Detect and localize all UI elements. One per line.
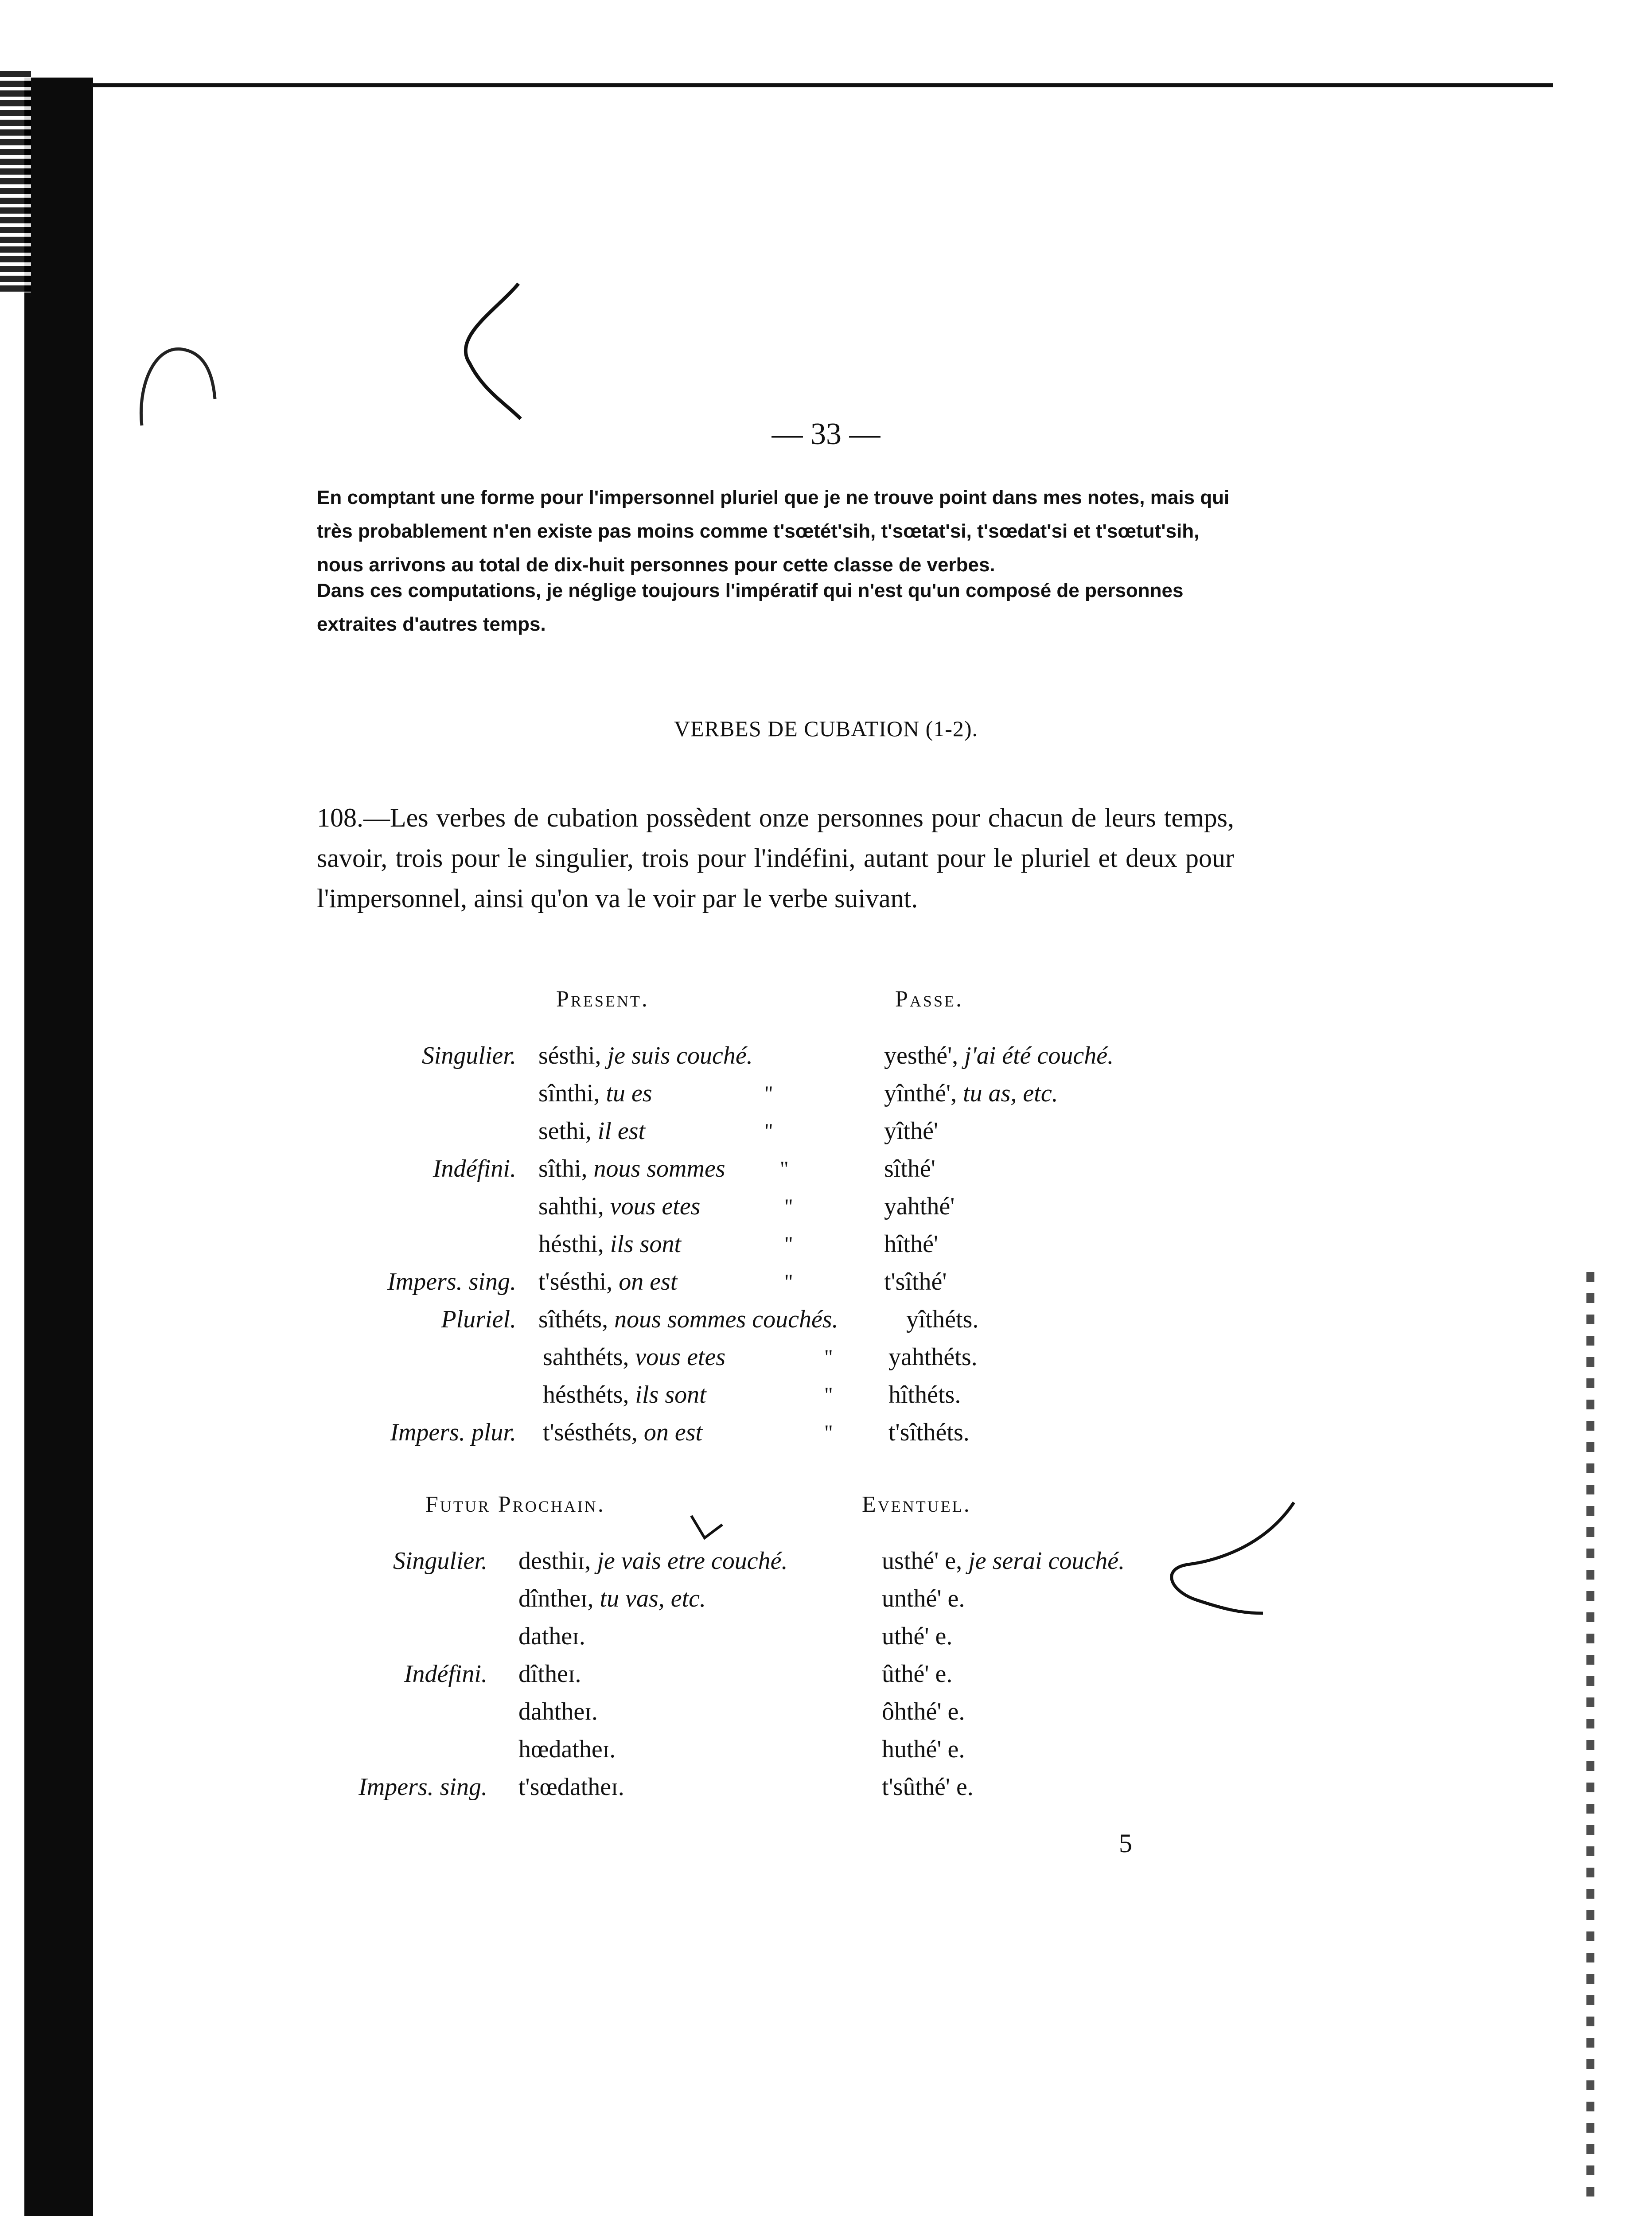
past-form: yahthé'	[884, 1193, 955, 1220]
future-form: dahtheɪ.	[518, 1698, 598, 1725]
past-form: t'sîthé'	[884, 1268, 947, 1295]
past-form: yînthé', tu as, etc.	[884, 1080, 1058, 1107]
ditto-mark: "	[824, 1346, 833, 1369]
row-label: Indéfini.	[404, 1660, 487, 1688]
present-form: t'sésthi, on est	[538, 1268, 678, 1295]
intro-paragraph-2: Dans ces computations, je néglige toujours l'impératif qui n'est qu'un composé de personnes extraites d'autres temps.	[317, 580, 1184, 635]
ditto-mark: "	[824, 1383, 833, 1407]
row-label: Pluriel.	[441, 1306, 516, 1333]
past-form: hîthéts.	[888, 1381, 961, 1408]
eventual-form: ôhthé' e.	[882, 1698, 965, 1725]
eventual-form: t'sûthé' e.	[882, 1773, 974, 1801]
present-form: sethi, il est	[538, 1117, 646, 1145]
past-form: hîthé'	[884, 1230, 939, 1258]
eventual-form: huthé' e.	[882, 1736, 965, 1763]
header-past: Passe.	[895, 987, 963, 1012]
present-form: sahthéts, vous etes	[543, 1343, 726, 1371]
present-form: hésthéts, ils sont	[543, 1381, 706, 1408]
present-form: sahthi, vous etes	[538, 1193, 701, 1220]
present-form: sésthi, je suis couché.	[538, 1042, 753, 1069]
eventual-form: unthé' e.	[882, 1585, 965, 1612]
ditto-mark: "	[764, 1120, 773, 1143]
eventual-form: uthé' e.	[882, 1623, 953, 1650]
row-label: Impers. plur.	[390, 1419, 516, 1446]
past-form: sîthé'	[884, 1155, 935, 1182]
row-label: Singulier.	[421, 1042, 516, 1069]
signature-mark: 5	[1119, 1829, 1132, 1858]
header-futur-prochain: Futur Prochain.	[425, 1492, 605, 1517]
present-form: sîthéts, nous sommes couchés.	[538, 1306, 838, 1333]
row-label: Impers. sing.	[387, 1268, 516, 1295]
header-present: Present.	[556, 987, 649, 1012]
binding-edge-noise	[0, 71, 31, 293]
intro-paragraph-1: En comptant une forme pour l'impersonnel pluriel que je ne trouve point dans mes notes, mais qui très probablement n'en existe pas moins comme t'sœtét'sih, t'sœtat'si, t'sœdat'si et t'sœtut'sih, nous arrivons au total de dix-huit personnes pour cette classe de verbes.	[317, 487, 1230, 576]
present-form: sîthi, nous sommes	[538, 1155, 725, 1182]
eventual-form: ûthé' e.	[882, 1660, 953, 1688]
future-form: hœdatheɪ.	[518, 1736, 616, 1763]
right-edge-noise	[1586, 1272, 1594, 2203]
row-label: Impers. sing.	[358, 1773, 487, 1801]
past-form: yahthéts.	[888, 1343, 978, 1371]
row-label: Indéfini.	[432, 1155, 516, 1182]
binding-shadow	[24, 78, 93, 2216]
future-form: datheɪ.	[518, 1623, 585, 1650]
row-label: Singulier.	[393, 1547, 487, 1575]
future-form: dîtheɪ.	[518, 1660, 581, 1688]
ditto-mark: "	[784, 1195, 793, 1218]
future-form: desthiɪ, je vais etre couché.	[518, 1547, 788, 1575]
ditto-mark: "	[780, 1157, 789, 1181]
page-number: — 33 —	[771, 417, 881, 451]
eventual-form: usthé' e, je serai couché.	[882, 1547, 1125, 1575]
past-form: t'sîthéts.	[888, 1419, 970, 1446]
past-form: yîthé'	[884, 1117, 939, 1145]
present-form: sînthi, tu es	[538, 1080, 652, 1107]
past-form: yesthé', j'ai été couché.	[884, 1042, 1114, 1069]
header-eventuel: Eventuel.	[862, 1492, 971, 1517]
present-form: t'sésthéts, on est	[543, 1419, 703, 1446]
ditto-mark: "	[784, 1233, 793, 1256]
ditto-mark: "	[784, 1270, 793, 1294]
present-form: hésthi, ils sont	[538, 1230, 682, 1258]
top-border-rule	[91, 83, 1553, 87]
paragraph-108: 108.—Les verbes de cubation possèdent onze personnes pour chacun de leurs temps, savoir, trois pour le singulier, trois pour l'indéfini, autant pour le pluriel et deux pour l'impersonnel, ainsi qu'on va le voir par le verbe suivant.	[317, 803, 1234, 913]
section-heading: VERBES DE CUBATION (1-2).	[674, 716, 978, 741]
future-form: t'sœdatheɪ.	[518, 1773, 624, 1801]
future-form: dîntheɪ, tu vas, etc.	[518, 1585, 706, 1612]
ditto-mark: "	[764, 1082, 773, 1105]
past-form: yîthéts.	[906, 1306, 979, 1333]
ditto-mark: "	[824, 1421, 833, 1444]
